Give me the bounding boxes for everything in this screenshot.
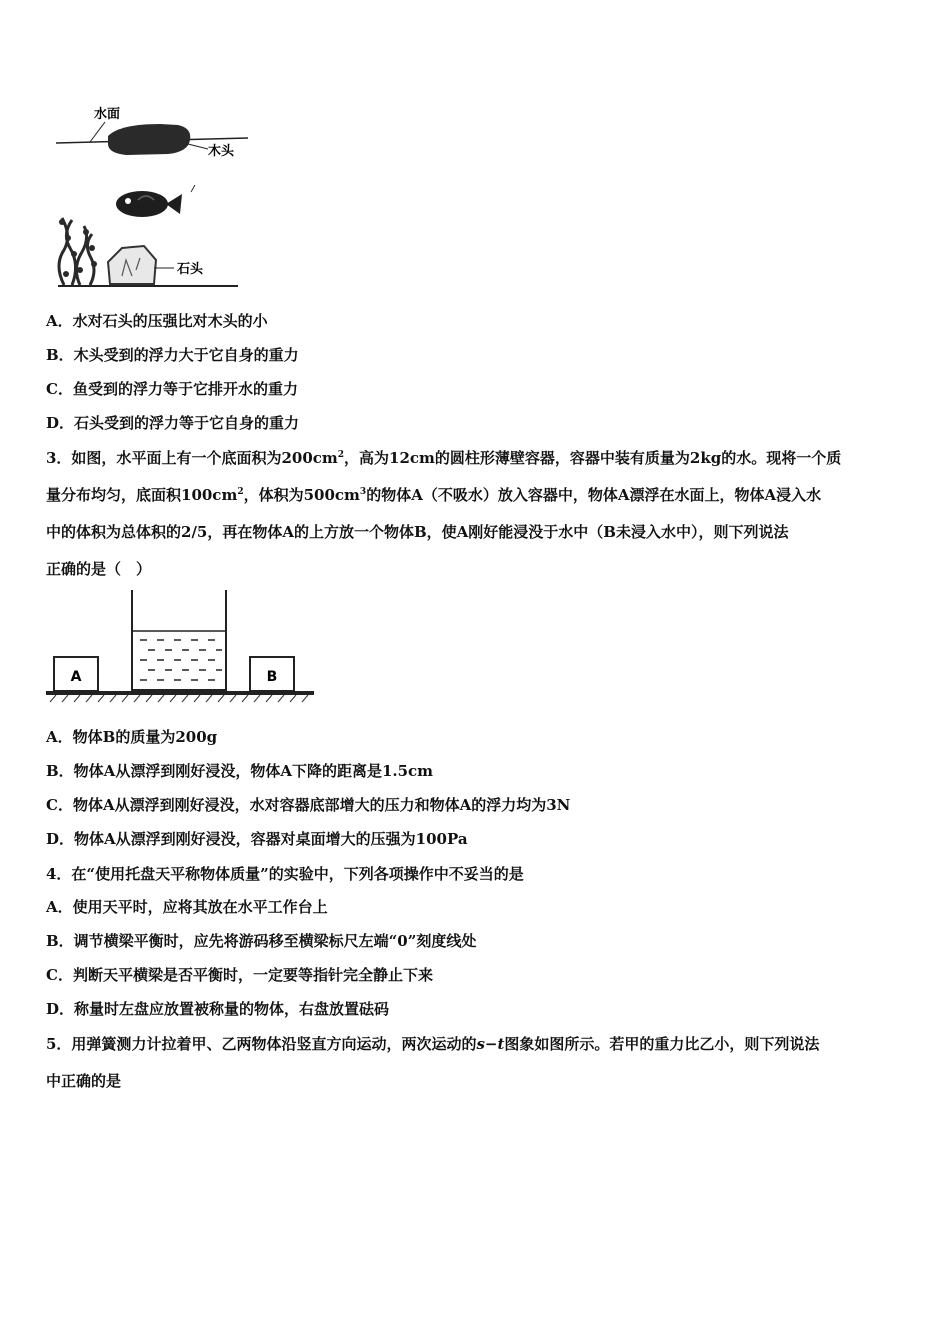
q3-option-c: C．物体A从漂浮到刚好浸没，水对容器底部增大的压力和物体A的浮力均为3N [46,796,571,814]
stone [108,246,156,284]
figure-container-blocks [44,590,316,708]
q3-option-d: D．物体A从漂浮到刚好浸没，容器对桌面增大的压强为100Pa [46,830,468,848]
q3-text: ，高为12cm的圆柱形薄壁容器，容器中装有质量为2kg的水。现将一个质 [344,449,842,467]
q4-option-c: C．判断天平横梁是否平衡时，一定要等指针完全静止下来 [46,966,433,984]
water-label-leader [90,122,105,142]
q4-option-a: A．使用天平时，应将其放在水平工作台上 [46,898,328,916]
bubble-mark [191,185,195,192]
q4-stem: 4．在“使用托盘天平称物体质量”的实验中，下列各项操作中不妥当的是 [46,865,524,883]
superscript: 3 [359,487,367,497]
stone-label: 石头 [177,262,204,277]
block-a-label: A [70,669,82,685]
water-dashes [140,640,222,680]
q3-text: ，体积为500cm [243,486,360,504]
q5-text: 5．用弹簧测力计拉着甲、乙两物体沿竖直方向运动，两次运动的 [46,1035,477,1053]
water-surface-label: 水面 [94,107,121,122]
superscript: 2 [237,487,244,497]
q5-stem-line-2: 中正确的是 [46,1072,122,1090]
q3-text: 量分布均匀，底面积100cm [46,486,238,504]
wood-label: 木头 [208,144,235,159]
q2-option-d: D．石头受到的浮力等于它自身的重力 [46,414,300,432]
q3-option-a: A．物体B的质量为200g [46,728,218,746]
q3-stem-line-2 [46,485,910,505]
st-math: s−t [476,1035,505,1053]
block-b-label: B [266,669,278,685]
q3-stem-line-3: 中的体积为总体积的2/5，再在物体A的上方放一个物体B，使A刚好能浸没于水中（B未浸入水中），则下列说法 [46,523,789,541]
q3-text: 3．如图，水平面上有一个底面积为200cm [46,449,338,467]
q5-text: 图象如图所示。若甲的重力比乙小，则下列说法 [504,1035,820,1053]
q4-option-b: B．调节横梁平衡时，应先将游码移至横梁标尺左端“0”刻度线处 [46,932,477,950]
q3-text: 的物体A（不吸水）放入容器中，物体A漂浮在水面上，物体A浸入水 [366,486,822,504]
q3-stem-line-1 [46,448,910,468]
q5-stem-line-1 [46,1034,910,1054]
superscript: 2 [337,450,345,460]
q3-option-b: B．物体A从漂浮到刚好浸没，物体A下降的距离是1.5cm [46,762,434,780]
q2-option-a: A．水对石头的压强比对木头的小 [46,312,268,330]
q3-stem-line-4: 正确的是（ ） [46,560,152,578]
wood-label-leader [188,144,208,149]
fish [116,191,182,217]
figure-water-wood-fish-stone [50,100,260,295]
q2-option-c: C．鱼受到的浮力等于它排开水的重力 [46,380,298,398]
q4-option-d: D．称量时左盘应放置被称量的物体，右盘放置砝码 [46,1000,390,1018]
q2-option-b: B．木头受到的浮力大于它自身的重力 [46,346,299,364]
wood-log [108,124,190,155]
table-hatching [50,695,308,702]
